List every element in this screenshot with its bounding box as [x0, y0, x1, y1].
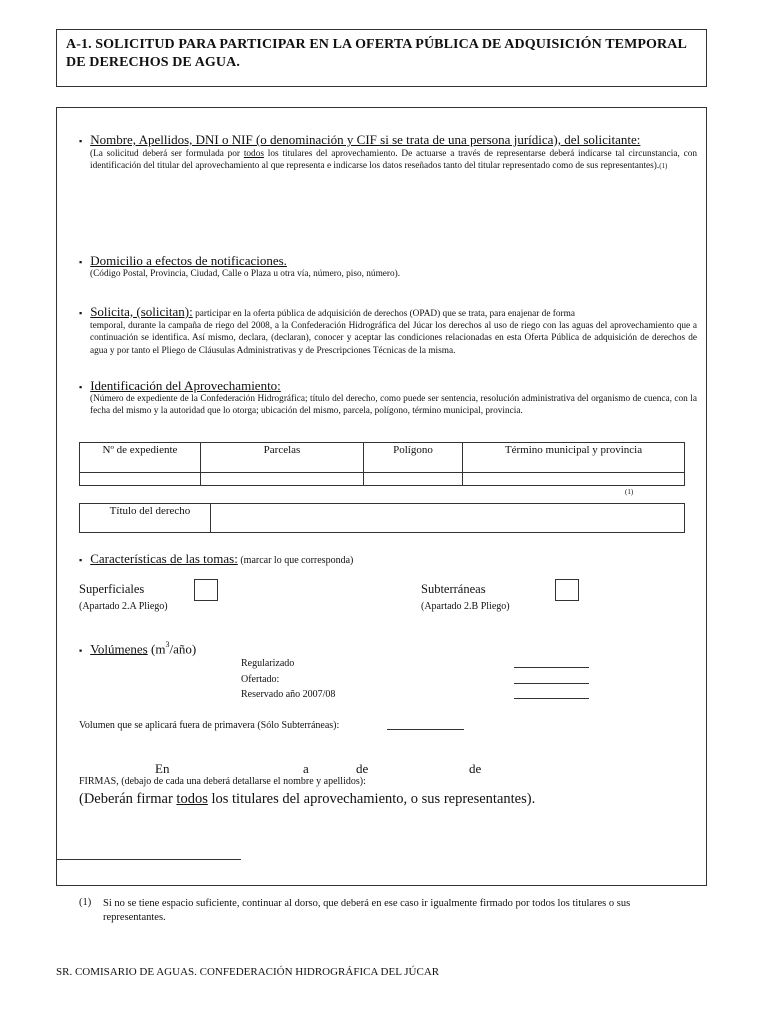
bullet-icon: ▪ — [79, 257, 83, 267]
subterraneas-checkbox[interactable] — [555, 579, 579, 601]
regularizado-label: Regularizado — [241, 658, 295, 669]
header-termino: Término municipal y provincia — [463, 443, 685, 473]
header-parcelas: Parcelas — [201, 443, 364, 473]
fuera-primavera-label: Volumen que se aplicará fuera de primavera (Sólo Subterráneas): — [79, 720, 340, 731]
deberan-post: los titulares del aprovechamiento, o sus representantes). — [207, 791, 536, 807]
nombre-note — [90, 148, 697, 173]
solicita-text: temporal, durante la campaña de riego del 2008, a la Confederación Hidrográfica del Júcar los derechos al uso de riego con las aguas del aprovechamiento que a continuación se identifica. Así mismo, declara, (declaran), conocer y aceptar las condiciones relacionadas en esta Oferta Pública de adquisición de derechos de agua y por tanto el Pliego de Cláusulas Administrativas y de Prescripciones Técnicas de la misma. — [90, 321, 697, 356]
firmas-label: FIRMAS, (debajo de cada una deberá detallarse el nombre y apellidos): — [79, 776, 366, 787]
solicita-text-first: participar en la oferta pública de adquisición de derechos (OPAD) que se trata, para enajenar de forma — [192, 309, 575, 319]
firma-en: En — [155, 761, 170, 776]
nombre-heading: Nombre, Apellidos, DNI o NIF (o denominación y CIF si se trata de una persona jurídica), del solicitante: — [90, 132, 641, 147]
identificacion-heading: Identificación del Aprovechamiento: — [90, 378, 281, 393]
section-solicita — [79, 303, 697, 321]
footnote-ref: (1) — [79, 897, 92, 908]
titulo-input[interactable] — [211, 504, 685, 533]
solicita-heading: Solicita, (solicitan): — [90, 304, 193, 319]
header-poligono: Polígono — [364, 443, 463, 473]
ofertado-field[interactable] — [514, 683, 589, 684]
nombre-note-ref: (1) — [659, 162, 668, 171]
section-volumenes — [79, 640, 697, 658]
table-header-row — [80, 443, 685, 473]
signature-line[interactable] — [56, 859, 241, 860]
firma-de-2: de — [469, 761, 482, 776]
domicilio-input-area[interactable] — [90, 282, 697, 302]
firma-a: a — [303, 761, 309, 776]
document-title: A-1. SOLICITUD PARA PARTICIPAR EN LA OFERTA PÚBLICA DE ADQUISICIÓN TEMPORAL DE DERECHOS DE AGUA. — [66, 37, 687, 70]
subterraneas-sub: (Apartado 2.B Pliego) — [421, 601, 510, 612]
bullet-icon: ▪ — [79, 136, 83, 146]
section-nombre — [79, 131, 697, 149]
volumenes-unit-sup: 3 — [165, 640, 170, 649]
reservado-label: Reservado año 2007/08 — [241, 689, 336, 700]
table-footnote-ref: (1) — [625, 488, 634, 496]
fuera-primavera-field[interactable] — [387, 729, 464, 730]
volumenes-unit-pre: (m — [147, 641, 166, 657]
volumenes-heading: Volúmenes — [90, 641, 148, 657]
footnote-text: Si no se tiene espacio suficiente, continuar al dorso, que deberá en ese caso ir igualmente firmado por todos los titulares o sus representantes. — [103, 898, 631, 923]
domicilio-heading: Domicilio a efectos de notificaciones. — [90, 253, 287, 268]
bullet-icon: ▪ — [79, 382, 83, 392]
nombre-note-post: los titulares del aprovechamiento. De actuarse a través de representarse deberá indicarse tal circunstancia, con identificación del titular del aprovechamiento al que representa e indicarse los datos reseñados tanto del titular representado como de sus representantes). — [90, 149, 697, 172]
titulo-table — [79, 503, 685, 533]
regularizado-field[interactable] — [514, 667, 589, 668]
bullet-icon: ▪ — [79, 645, 83, 656]
ofertado-label: Ofertado: — [241, 674, 280, 685]
bullet-icon: ▪ — [79, 308, 83, 318]
firma-de-1: de — [356, 761, 369, 776]
cell-poligono[interactable] — [364, 473, 463, 486]
identificacion-note: (Número de expediente de la Confederación Hidrográfica; título del derecho, como puede ser sentencia, resolución administrativa del organismo de cuenca, con la fecha del mismo y la autoridad que lo otorga; ubicación del mismo, parcela, polígono, término municipal, provincia. — [90, 394, 697, 417]
tomas-note: (marcar lo que corresponda) — [237, 555, 354, 566]
cell-parcelas[interactable] — [201, 473, 364, 486]
volumenes-unit-post: /año) — [169, 641, 197, 657]
domicilio-note: (Código Postal, Provincia, Ciudad, Calle o Plaza u otra vía, número, piso, número). — [90, 269, 401, 279]
superficiales-sub: (Apartado 2.A Pliego) — [79, 601, 168, 612]
tomas-heading: Características de las tomas: — [90, 551, 238, 566]
cell-expediente[interactable] — [80, 473, 201, 486]
nombre-note-underlined: todos — [243, 149, 264, 159]
footer-text: SR. COMISARIO DE AGUAS. CONFEDERACIÓN HIDROGRÁFICA DEL JÚCAR — [56, 966, 440, 978]
subterraneas-label: Subterráneas — [421, 582, 486, 596]
section-tomas — [79, 550, 697, 568]
nombre-note-pre: (La solicitud deberá ser formulada por — [90, 149, 244, 159]
superficiales-checkbox[interactable] — [194, 579, 218, 601]
cell-termino[interactable] — [463, 473, 685, 486]
table-row — [80, 473, 685, 486]
bullet-icon: ▪ — [79, 555, 83, 565]
reservado-field[interactable] — [514, 698, 589, 699]
titulo-label: Título del derecho — [80, 504, 211, 533]
superficiales-label: Superficiales — [79, 582, 145, 596]
aprovechamiento-table — [79, 442, 685, 486]
header-expediente: Nº de expediente — [80, 443, 201, 473]
nombre-input-area[interactable] — [90, 188, 697, 246]
deberan-pre: (Deberán firmar — [79, 791, 177, 807]
deberan-underlined: todos — [176, 791, 208, 807]
deberan-firmar — [79, 791, 535, 808]
